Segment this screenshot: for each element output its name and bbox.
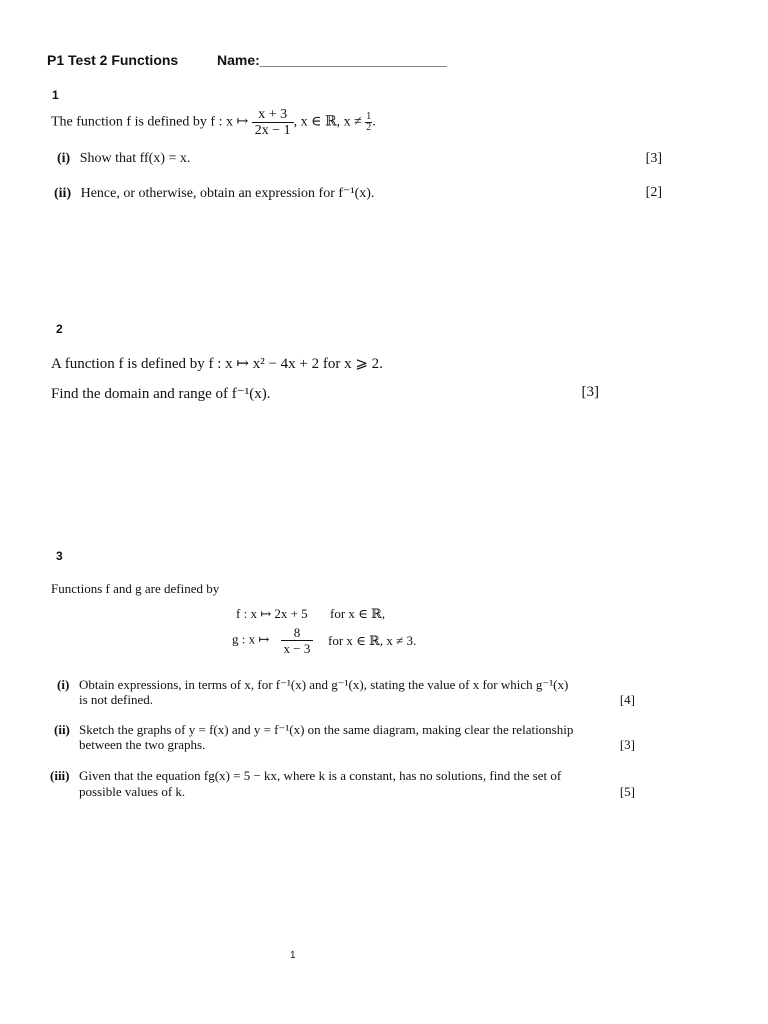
- name-field: [217, 52, 447, 68]
- q2-definition: A function f is defined by f : x ↦ x² − 4x + 2 for x ⩾ 2.: [51, 356, 383, 372]
- name-blank: ________________________: [259, 52, 447, 68]
- q1-part-ii-text: Hence, or otherwise, obtain an expression for f⁻¹(x).: [80, 186, 375, 201]
- q3-part-i-line1: Obtain expressions, in terms of x, for f⁻¹(x) and g⁻¹(x), stating the value of x for which g⁻¹(x): [79, 677, 569, 692]
- q1-fraction-numerator: x + 3: [252, 107, 294, 123]
- q1-fraction-denominator: 2x − 1: [254, 123, 291, 138]
- q3-part-iii-line1: Given that the equation fg(x) = 5 − kx, where k is a constant, has no solutions, find the set of: [79, 768, 562, 783]
- q1-part-i-label: (i): [57, 151, 71, 166]
- q3-f-domain: for x ∈ ℝ,: [330, 606, 386, 621]
- q3-part-ii-line1: Sketch the graphs of y = f(x) and y = f⁻¹(x) on the same diagram, making clear the relationship: [79, 722, 574, 737]
- q1-half-fraction: [365, 112, 372, 133]
- question-1-intro: The function f is defined by f : x ↦ $\frac{x + 3}{2x - 1}$ , x ∈ ℝ, x ≠ $\frac{1}{2}$ .: [51, 107, 376, 138]
- q2-marks: [3]: [581, 384, 599, 400]
- q1-part-i: [57, 151, 190, 167]
- q1-intro-suffix: , x ∈ ℝ, x ≠: [293, 114, 362, 130]
- q3-g-definition: [232, 625, 313, 656]
- q3-part-ii-label: (ii): [54, 722, 70, 737]
- q3-f-definition: f : x ↦ 2x + 5: [236, 606, 308, 621]
- test-title: P1 Test 2 Functions: [47, 52, 179, 68]
- q3-part-i-line2: is not defined.: [79, 692, 154, 707]
- q3-part-i-label: (i): [57, 677, 70, 692]
- q1-part-i-marks: [3]: [645, 151, 662, 166]
- question-2-number: 2: [56, 322, 63, 336]
- name-label: Name:: [217, 52, 260, 68]
- q1-part-ii-marks: [2]: [645, 185, 662, 200]
- q1-part-i-text: Show that ff(x) = x.: [79, 151, 191, 166]
- q3-part-iii-line2: possible values of k.: [79, 784, 186, 799]
- question-3-number: 3: [56, 549, 63, 563]
- question-1-number: 1: [52, 88, 59, 102]
- q3-part-ii-line2: between the two graphs.: [79, 737, 206, 752]
- q1-part-ii-label: (ii): [54, 186, 72, 201]
- q3-intro: Functions f and g are defined by: [51, 581, 220, 596]
- q1-part-ii: [54, 185, 374, 202]
- q1-intro-prefix: The function f is defined by f : x ↦: [51, 114, 249, 130]
- q3-part-iii-label: (iii): [50, 768, 70, 783]
- q1-half-numerator: 1: [366, 111, 372, 122]
- q3-part-ii-marks: [3]: [619, 737, 635, 752]
- q3-g-numerator: 8: [281, 625, 314, 641]
- q3-g-domain: for x ∈ ℝ, x ≠ 3.: [328, 633, 417, 648]
- q2-question: Find the domain and range of f⁻¹(x).: [51, 386, 271, 402]
- q3-g-prefix: g : x ↦: [232, 631, 270, 647]
- q3-part-iii-marks: [5]: [619, 784, 635, 799]
- q3-g-denominator: x − 3: [283, 641, 311, 656]
- page-number: 1: [290, 950, 296, 961]
- q1-fraction: [252, 107, 294, 138]
- q3-part-i-marks: [4]: [619, 692, 635, 707]
- q1-half-denominator: 2: [366, 122, 372, 133]
- q3-g-fraction: [281, 625, 314, 656]
